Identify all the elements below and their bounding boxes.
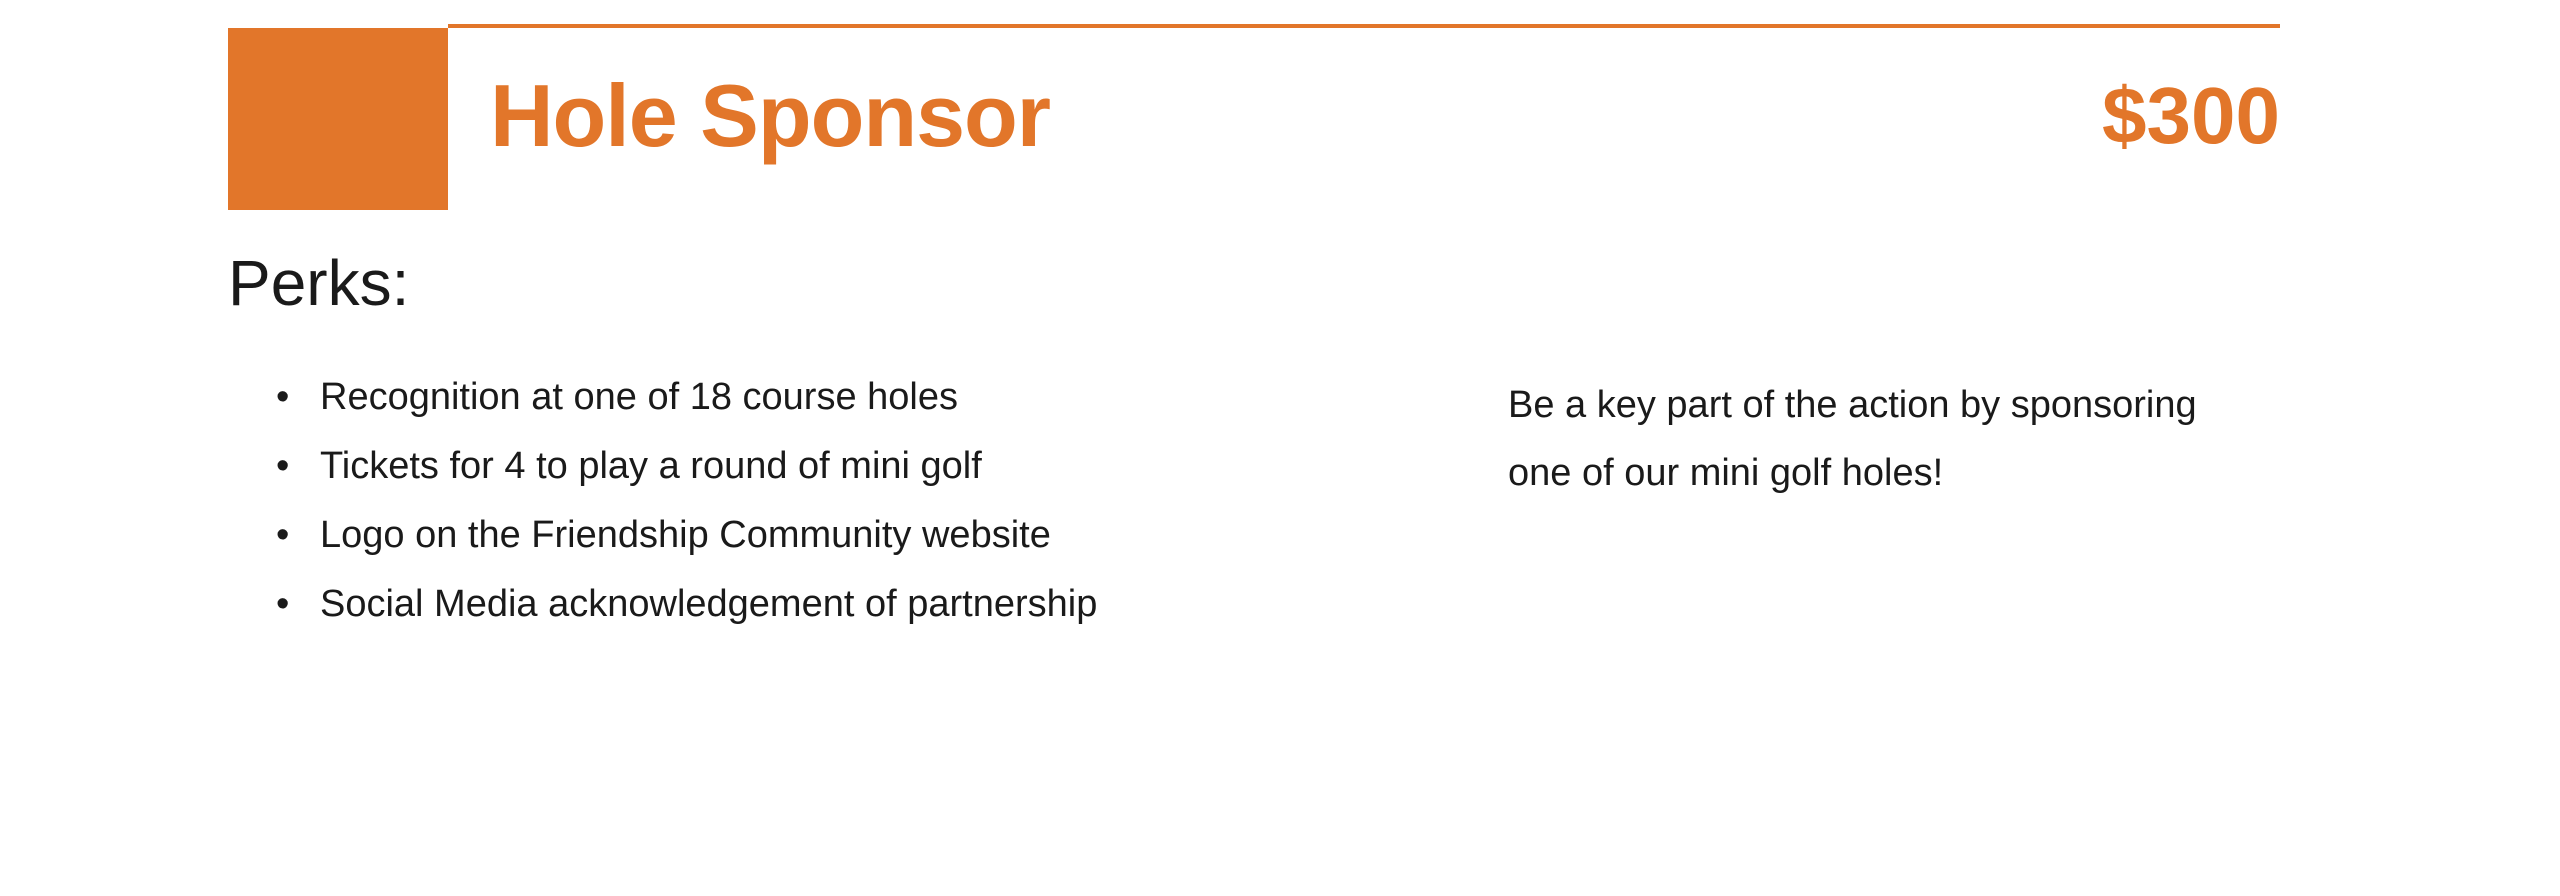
content-columns — [228, 370, 2280, 646]
list-item-label: Logo on the Friendship Community website — [320, 514, 1051, 557]
list-item — [276, 508, 1250, 563]
description-text: Be a key part of the action by sponsoring one of our mini golf holes! — [1508, 384, 2197, 494]
perks-list — [228, 370, 1508, 632]
perks-column — [228, 370, 1508, 646]
price-label: $300 — [2102, 71, 2280, 160]
list-item — [276, 370, 1250, 425]
list-item-label: Recognition at one of 18 course holes — [320, 376, 958, 418]
perks-heading: Perks: — [228, 247, 410, 319]
list-item-label: Social Media acknowledgement of partnership — [320, 583, 1098, 626]
card-header — [228, 24, 2280, 206]
accent-swatch — [228, 28, 448, 210]
list-item — [276, 577, 1250, 632]
page-title: Hole Sponsor — [490, 66, 1051, 165]
bullet-icon: • — [276, 514, 290, 557]
description-column — [1508, 370, 2280, 507]
list-item-label: Tickets for 4 to play a round of mini golf — [320, 445, 982, 488]
bullet-icon: • — [276, 376, 290, 418]
bullet-icon: • — [276, 445, 290, 488]
bullet-icon: • — [276, 583, 290, 626]
list-item — [276, 439, 1250, 494]
header-rule — [448, 24, 2280, 28]
